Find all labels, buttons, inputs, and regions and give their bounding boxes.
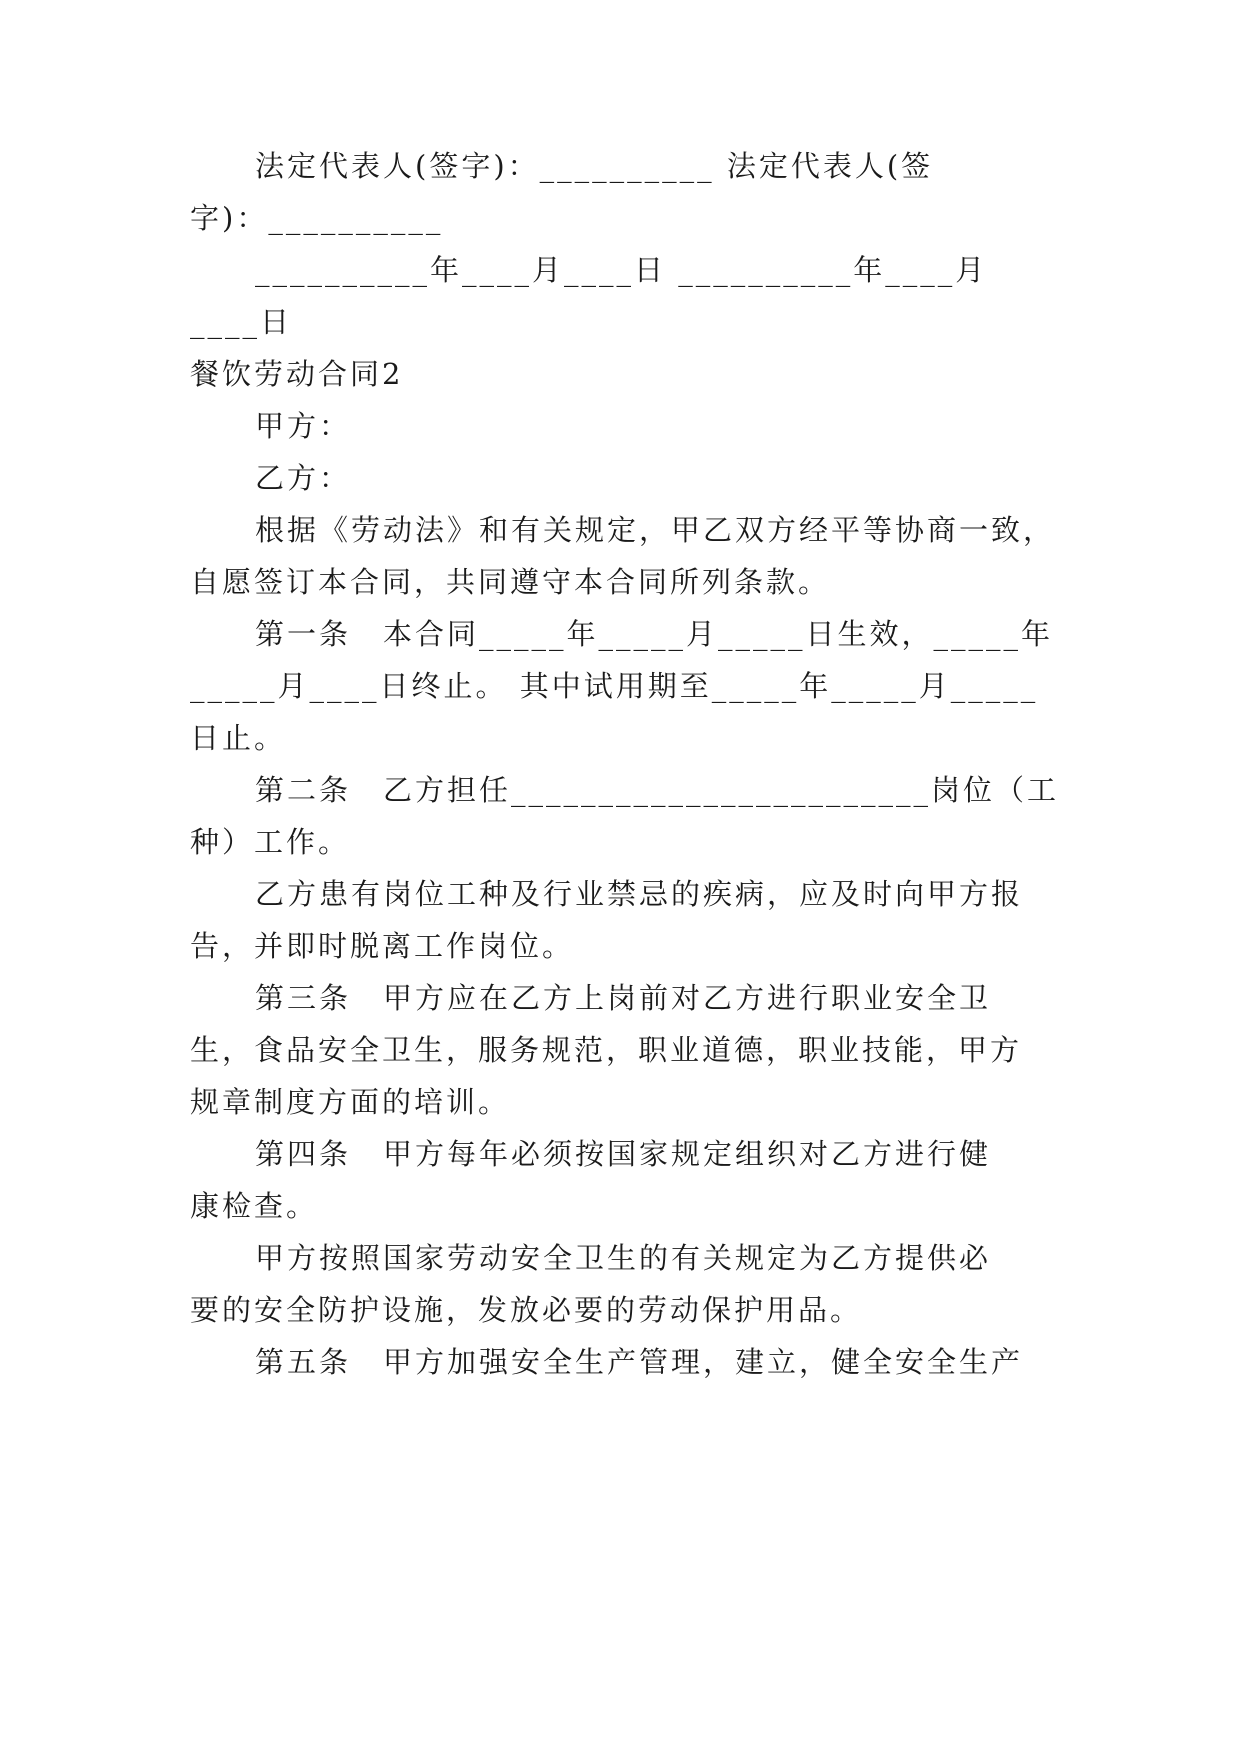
article-2-para-2-line-1: 乙方患有岗位工种及行业禁忌的疾病，应及时向甲方报 <box>255 877 1024 911</box>
signature-line-2: 字)：__________ <box>190 201 444 235</box>
preamble-line-1: 根据《劳动法》和有关规定，甲乙双方经平等协商一致， <box>255 513 1056 547</box>
article-4-line-1: 第四条 甲方每年必须按国家规定组织对乙方进行健 <box>255 1137 992 1171</box>
article-4-line-2: 康检查。 <box>190 1189 319 1223</box>
article-2-line-2: 种）工作。 <box>190 825 351 859</box>
date-line-1: __________年____月____日 __________年____月 <box>255 253 988 287</box>
party-a-line: 甲方： <box>255 409 352 443</box>
article-4-para-2-line-2: 要的安全防护设施，发放必要的劳动保护用品。 <box>190 1293 863 1327</box>
article-5-line-1: 第五条 甲方加强安全生产管理，建立，健全安全生产 <box>255 1345 1024 1379</box>
article-4-para-2-line-1: 甲方按照国家劳动安全卫生的有关规定为乙方提供必 <box>255 1241 992 1275</box>
preamble-line-2: 自愿签订本合同，共同遵守本合同所列条款。 <box>190 565 831 599</box>
date-line-2: ____日 <box>190 305 293 339</box>
signature-line-1: 法定代表人(签字)：__________ 法定代表人(签 <box>255 149 934 183</box>
article-3-line-1: 第三条 甲方应在乙方上岗前对乙方进行职业安全卫 <box>255 981 992 1015</box>
party-b-line: 乙方： <box>255 461 352 495</box>
article-1-line-2: _____月____日终止。 其中试用期至_____年_____月_____ <box>190 669 1039 703</box>
section-title: 餐饮劳动合同2 <box>190 357 404 391</box>
article-3-line-2: 生，食品安全卫生，服务规范，职业道德，职业技能，甲方 <box>190 1033 1023 1067</box>
article-1-line-1: 第一条 本合同_____年_____月_____日生效，_____年 <box>255 617 1054 651</box>
article-3-line-3: 规章制度方面的培训。 <box>190 1085 511 1119</box>
article-2-line-1: 第二条 乙方担任________________________岗位（工 <box>255 773 1060 807</box>
article-1-line-3: 日止。 <box>190 721 287 755</box>
article-2-para-2-line-2: 告，并即时脱离工作岗位。 <box>190 929 575 963</box>
